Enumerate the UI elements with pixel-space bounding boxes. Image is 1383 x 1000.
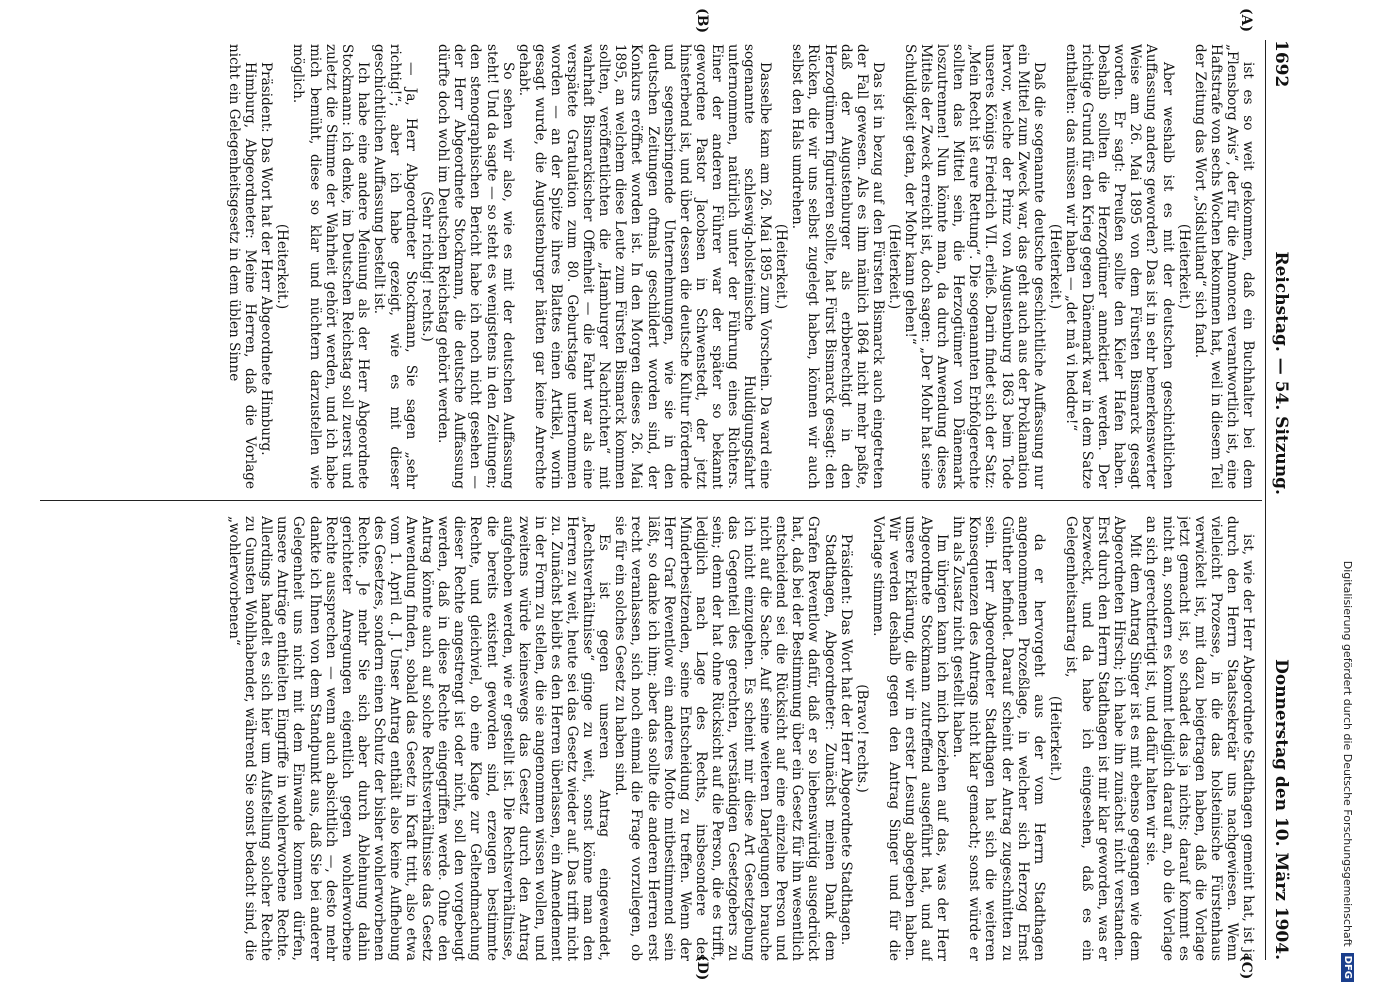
page-number: 1692	[1271, 40, 1291, 88]
left-column	[30, 44, 1256, 489]
paragraph: Dasselbe kam am 26. Mai 1895 zum Vorschein. Da ward eine sogenannte schleswig-holsteinische Huldigungsfahrt unternommen, natürlich unter der Führung eines Richters. Einer der anderen Führer war der später so bekannt gewordene Pastor Jacobsen in Schwenstedt, der jetzt hinsterbend ist, und über dessen die deutsche Kultur fördernde und segensbringende Unternehmungen, wie sie in den deutschen Zeitungen oftmals geschildert worden sind, der Konkurs eröffnet worden ist. In den Morgen dieses 26. Mai 1895, an welchem diese Leute zum Fürsten Bismarck kommen sollten, veröffentlichten die „Hamburger Nachrichten“ mit wahrhaft Bismarckischer Offenheit — die Fahrt war als eine verspätete Gratulation zum 80. Geburtstage unternommen worden — an der Spitze ihres Blattes einen Artikel, worin gesagt wurde, die Augustenburger hätten gar keine Anrechte gehabt.	[515, 44, 774, 489]
paragraph: Aber weshalb ist es mit der deutschen geschichtlichen Auffassung anders geworden? Das ist in sehr bemerkenswerter Weise am 26. Mai 1895 von dem Fürsten Bismarck gesagt worden. Er sagt: Preußen sollte den Kieler Hafen haben. Deshalb sollten die Herzogtümer annektiert werden. Der richtige Grund für den Krieg gegen Dänemark war in dem Satze enthalten: das müssen wir haben — „det må vi heddre!“	[1062, 44, 1176, 489]
paragraph: So sehen wir also, wie es mit der deutschen Auffassung steht! Und da sagte — so steht es wenigstens in den Zeitungen; den stenographischen Bericht habe ich noch nicht gesehen — der Herr Abgeordnete Stockmann, die deutsche Auffassung dürfte doch wohl im Deutschen Reichstag gehört werden.	[435, 44, 516, 489]
credit-text: Digitalisierung gefördert durch die Deutsche Forschungsgemeinschaft	[1341, 560, 1355, 947]
paragraph: (Heiterkeit.)	[885, 223, 902, 310]
paragraph: Ich habe eine andere Meinung als der Herr Abgeordnete Stockmann: ich denke, im Deutschen Reichstag soll zuerst und zuletzt die Stimme der Wahrheit gehört werden, und ich habe mich bemüht, diese so klar und nüchtern darzustellen wie möglich.	[290, 44, 371, 489]
right-column	[30, 516, 1256, 961]
paragraph: Es ist gegen unseren Antrag eingewendet, „Rechtsverhältnisse“ ginge zu weit, sonst könne man den Herren zu weit, heute sei das Gesetz wieder auf. Das trifft nicht zu. Zunächst bleibt es den Herren überlassen, ein Amendement in der Form zu stellen, die sie angenommen wissen wollen, und zweitens würde keineswegs das Gesetz durch den Antrag aufgehoben werden, wie er gestellt ist. Die Rechtsverhältnisse, die bereits existent geworden sind, erzeugen bestimmte Rechte, und gleichviel, ob eine Klage zur Geltendmachung dieser Rechte angestrengt ist oder nicht, soll den vorgebeugt werden, daß in diese Rechte eingegriffen werde. Ohne den Antrag könnte auch auf solche Rechtsverhältnisse das Gesetz Anwendung finden, sobald das Gesetz in Kraft tritt, also etwa vom 1. April d. J. Unser Antrag enthält also keine Aufhebung des Gesetzes, sondern einen Schutz der bisher wohlerworbenen Rechte. Je mehr Sie sich aber durch Ablehnung dahin gerichteter Anregungen eigentlich gegen wohlerworbene Rechte aussprechen — wenn auch absichtlich —, desto mehr dankte ich Ihnen von dem Standpunkt aus, daß Sie bei anderer Gelegenheit uns nicht mit dem Einwande kommen dürfen, unsere Anträge enthielten Eingriffe in wohlerworbene Rechte. Allerdings handelt es sich hier um Aufstellung solcher Rechte zu Gunsten Wohlhabender, während Sie sonst bedacht sind, die „wohlerworbenen“	[226, 516, 613, 961]
paragraph: ist es so weit gekommen, daß ein Buchhalter bei dem „Flensborg Avis“, der für die Annoncen verantwortlich ist, eine Haftstrafe von sechs Wochen bekommen hat, weil in diesem Teil der Zeitung das Wort „Sidslutland“ sich fand.	[1191, 44, 1256, 489]
header-date: Donnerstag den 10. März 1904.	[1271, 659, 1291, 960]
header-title: Reichstag. — 54. Sitzung.	[1271, 251, 1291, 495]
paragraph: Präsident: Das Wort hat der Herr Abgeordnete Stadthagen.	[837, 534, 854, 946]
paragraph: (Sehr richtig! rechts.)	[419, 191, 436, 342]
paragraph: (Heiterkeit.)	[1046, 223, 1063, 310]
paragraph: Stadthagen, Abgeordneter: Zunächst meinen Dank dem Grafen Reventlow dafür, daß er so liebenswürdig ausgedrückt hat, daß bei der Bestimmung über ein Gesetz für ihn wesentlich entscheidend sei die Rücksicht auf eine einzelne Person und nicht auf die Sache. Auf seine weiteren Darlegungen brauche ich nicht einzugehen. Es scheint mir diese Art Gesetzgebung das Gegenteil des gerechten, verständigen Gesetzgebers zu sein; denn der hat ohne Rücksicht auf die Person, die es trifft, lediglich nach Lage des Rechts, insbesondere des Minderbesitzenden, seine Entscheidung zu treffen. Wenn der Herr Graf Reventlow ein anderes Motto mitbestimmend sein läßt, so danke ich ihm; aber das sollte die anderen Herren erst recht veranlassen, sich noch einmal die Frage vorzulegen, ob sie für ein solches Gesetz zu haben sind.	[612, 516, 838, 961]
paragraph: (Heiterkeit.)	[773, 223, 790, 310]
paragraph: (Heiterkeit.)	[1046, 695, 1063, 782]
paragraph: Himburg, Abgeordneter: Meine Herren, daß die Vorlage nicht ein Gelegenheitsgesetz in dem üblen Sinne	[226, 44, 259, 489]
dfg-logo: DFG	[1342, 953, 1355, 982]
paragraph: Präsident: Das Wort hat der Herr Abgeordnete Himburg.	[258, 62, 275, 456]
paragraph: Daß die sogenannte deutsche geschichtliche Auffassung nur ein Mittel zum Zweck war, das geht auch aus der Proklamation hervor, welche der Prinz von Augustenburg 1863 beim Tode unseres Königs Friedrich VII. erließ. Darin findet sich der Satz: „Mein Recht ist eure Rettung“. Die sogenannten Erbfolgerechte sollten das Mittel sein, die Herzogtümer von Dänemark loszutrennen! Nun könnte man, da durch Anwendung dieses Mittels der Zweck erreicht ist, doch sagen: „Der Mohr hat seine Schuldigkeit getan, der Mohr kann gehen!“	[902, 44, 1047, 489]
paragraph: (Heiterkeit.)	[274, 223, 291, 310]
paragraph: Im übrigen kann ich mich beziehen auf das, was der Herr Abgeordnete Stockmann zutreffend ausgeführt hat, und auf unsere Erklärung, die wir in erster Lesung abgegeben haben. Wir werden deshalb gegen den Antrag Singer und für die Vorlage stimmen.	[869, 516, 951, 961]
column-divider	[40, 500, 1262, 501]
margin-mark-c: (C)	[1238, 955, 1254, 980]
paragraph: da er hervorgeht aus der vom Herrn Stadthagen angenommenen Prozeßlage, in welcher sich Herzog Ernst Günther befindet. Darauf scheint der Antrag zugeschnitten zu sein. Herr Abgeordneter Stadthagen hat sich die weiteren Konsequenzen des Antrags nicht klar gemacht; sonst würde er ihn als Zusatz nicht gestellt haben.	[950, 516, 1047, 961]
margin-mark-d: (D)	[694, 955, 710, 981]
margin-mark-a: (A)	[1238, 8, 1254, 33]
paragraph: ist, wie der Herr Abgeordnete Stadthagen gemeint hat, ist ja durch den Herrn Staatssekretär uns nachgewiesen. Wenn vielleicht Prozesse, in die das holsteinische Fürstenhaus verwickelt ist, mit dazu beigetragen haben, daß die Vorlage jetzt gemacht ist, so schadet das ja nichts; darauf kommt es nicht an, sondern es kommt lediglich darauf an, ob die Vorlage an sich gerechtfertigt ist, und dafür halten wir sie.	[1143, 516, 1256, 961]
paragraph: (Heiterkeit.)	[1175, 223, 1192, 310]
paragraph: — Ja, Herr Abgeordneter Stockmann, Sie sagen „sehr richtig!“; aber ich habe gezeigt, wie es mit dieser geschichtlichen Auffassung bestellt ist.	[370, 44, 420, 489]
page-header	[1265, 40, 1296, 960]
paragraph: Das ist in bezug auf den Fürsten Bismarck auch eingetreten der Fall gewesen. Als es ihm nämlich 1864 nicht mehr paßte, daß der Augustenburger als erbberechtigt in den Herzogtümern figurieren sollte, hat Fürst Bismarck gesagt: den Rücken, die wir uns selbst zugelegt haben, können wir auch selbst den Hals umdrehen.	[789, 44, 886, 489]
paragraph: (Bravo! rechts.)	[853, 684, 870, 793]
side-credit	[1318, 0, 1378, 1000]
margin-mark-b: (B)	[694, 8, 710, 34]
paragraph: Mit dem Antrag Singer ist es mit ebenso gegangen wie dem Abgeordneten Hirsch; ich habe ihn zunächst nicht verstanden. Erst durch den Herrn Stadthagen ist mir klar geworden, was er bezweckt, und da habe ich eingesehen, daß es ein Gelegenheitsantrag ist,	[1062, 516, 1144, 961]
